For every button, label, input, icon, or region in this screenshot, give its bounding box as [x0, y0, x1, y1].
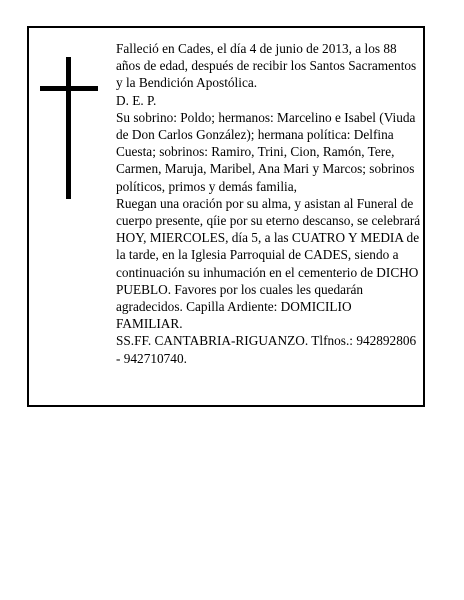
cross-vertical-bar [66, 57, 71, 199]
rip-line: D. E. P. [116, 92, 157, 108]
funeral-home-contact: SS.FF. CANTABRIA-RIGUANZO. Tlfnos.: 942892806 - 942710740. [116, 333, 417, 366]
obituary-notice [27, 26, 425, 407]
notice-text [116, 40, 421, 367]
funeral-details: Ruegan una oración por su alma, y asistan al Funeral de cuerpo presente, qíie por su eterno descanso, se celebrará HOY, MIERCOLES, día 5, a las CUATRO Y MEDIA de la tarde, en la Iglesia Parroquial de CADES, siendo a continuación su inhumación en el cementerio de DICHO PUEBLO. Favores por los cuales les quedarán agradecidos. Capilla Ardiente: DOMICILIO FAMILIAR. [116, 195, 421, 332]
cross-horizontal-bar [40, 86, 98, 91]
death-announcement: Falleció en Cades, el día 4 de junio de 2013, a los 88 años de edad, después de recibir los Santos Sacramentos y la Bendición Apostólica. [116, 41, 417, 91]
family-list: Su sobrino: Poldo; hermanos: Marcelino e Isabel (Viuda de Don Carlos González); hermana política: Delfina Cuesta; sobrinos: Ramiro, Trini, Cion, Ramón, Tere, Carmen, Maruja, Maribel, Ana Mari y Marcos; sobrinos políticos, primos y demás familia, [116, 109, 416, 194]
cross-icon [40, 57, 98, 199]
